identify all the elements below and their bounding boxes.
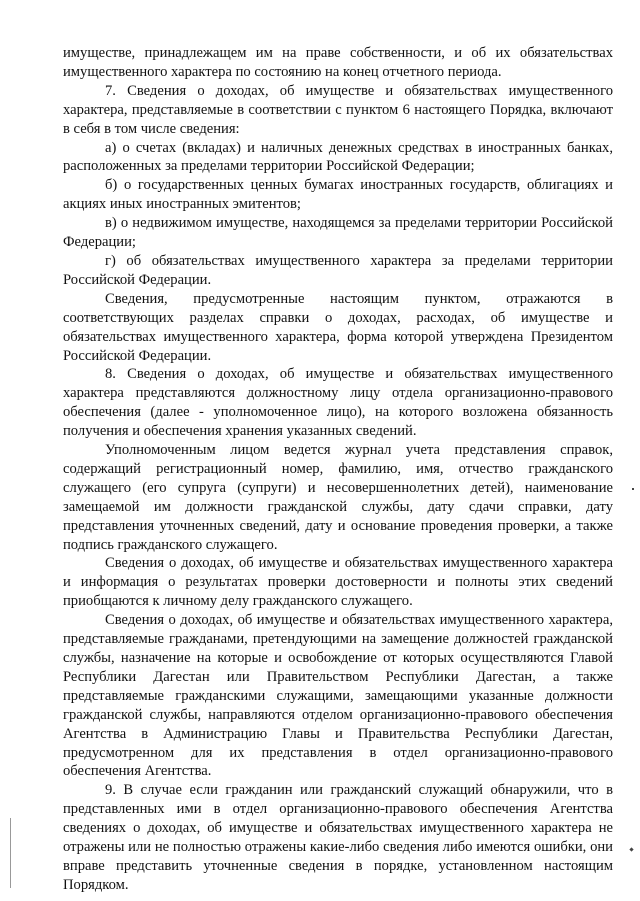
paragraph-item-9: 9. В случае если гражданин или гражданский служащий обнаружили, что в представленных ими в отдел организационно-правового обеспечения Агентства сведениях о доходах, об имуществе и обязательствах имущественного характера не отражены или не полностью отражены какие-либо сведения либо имеются ошибки, они вправе представить уточненные сведения в порядке, установленном настоящим Порядком.: [63, 782, 613, 893]
paragraph-subitem-v: в) о недвижимом имуществе, находящемся за пределами территории Российской Федерации;: [63, 215, 613, 251]
paragraph-continuation: имуществе, принадлежащем им на праве собственности, и об их обязательствах имущественного характера по состоянию на конец отчетного периода.: [63, 45, 613, 80]
scan-speck: [629, 847, 633, 851]
paragraph-reflection-note: Сведения, предусмотренные настоящим пунктом, отражаются в соответствующих разделах справки о доходах, расходах, об имуществе и обязательствах имущественного характера, форма которой утверждена Президентом Российской Федерации.: [63, 290, 613, 364]
paragraph-subitem-a: а) о счетах (вкладах) и наличных денежных средствах в иностранных банках, расположенных за пределами территории Российской Федерации;: [63, 139, 613, 175]
paragraph-item-7: 7. Сведения о доходах, об имуществе и обязательствах имущественного характера, представляемые в соответствии с пунктом 6 настоящего Порядка, включают в себя в том числе сведения:: [63, 82, 613, 137]
paragraph-journal: Уполномоченным лицом ведется журнал учета представления справок, содержащий регистрационный номер, фамилию, имя, отчество гражданского служащего (его супруга (супруги) и несовершеннолетних детей), наименование замещаемой им должности гражданской службы, дату сдачи справки, дату представления уточненных сведений, дату и основание проведения проверки, а также подпись гражданского служащего.: [63, 442, 613, 553]
scan-speck: [632, 488, 634, 490]
scan-edge-line: [10, 818, 11, 888]
paragraph-subitem-b: б) о государственных ценных бумагах иностранных государств, облигациях и акциях иных иностранных эмитентов;: [63, 177, 613, 213]
paragraph-submission-route: Сведения о доходах, об имуществе и обязательствах имущественного характера, представляемые гражданами, претендующими на замещение должностей гражданской службы, назначение на которые и освобождение от которых осуществляются Главой Республики Дагестан или Правительством Республики Дагестан, а также представляемые гражданскими служащими, замещающими указанные должности гражданской службы, направляются отделом организационно-правового обеспечения Агентства в Администрацию Главы и Правительства Республики Дагестан, предусмотренном для их представления в отдел организационно-правового обеспечения Агентства.: [63, 612, 613, 780]
document-page: [63, 44, 613, 895]
paragraph-item-8: 8. Сведения о доходах, об имуществе и обязательствах имущественного характера представляются должностному лицу отдела организационно-правового обеспечения (далее - уполномоченное лицо), на которого возложена обязанность получения и обеспечения хранения указанных сведений.: [63, 366, 613, 440]
paragraph-personal-file: Сведения о доходах, об имуществе и обязательствах имущественного характера и информация о результатах проверки достоверности и полноты этих сведений приобщаются к личному делу гражданского служащего.: [63, 555, 613, 610]
paragraph-subitem-g: г) об обязательствах имущественного характера за пределами территории Российской Федерации.: [63, 252, 613, 288]
